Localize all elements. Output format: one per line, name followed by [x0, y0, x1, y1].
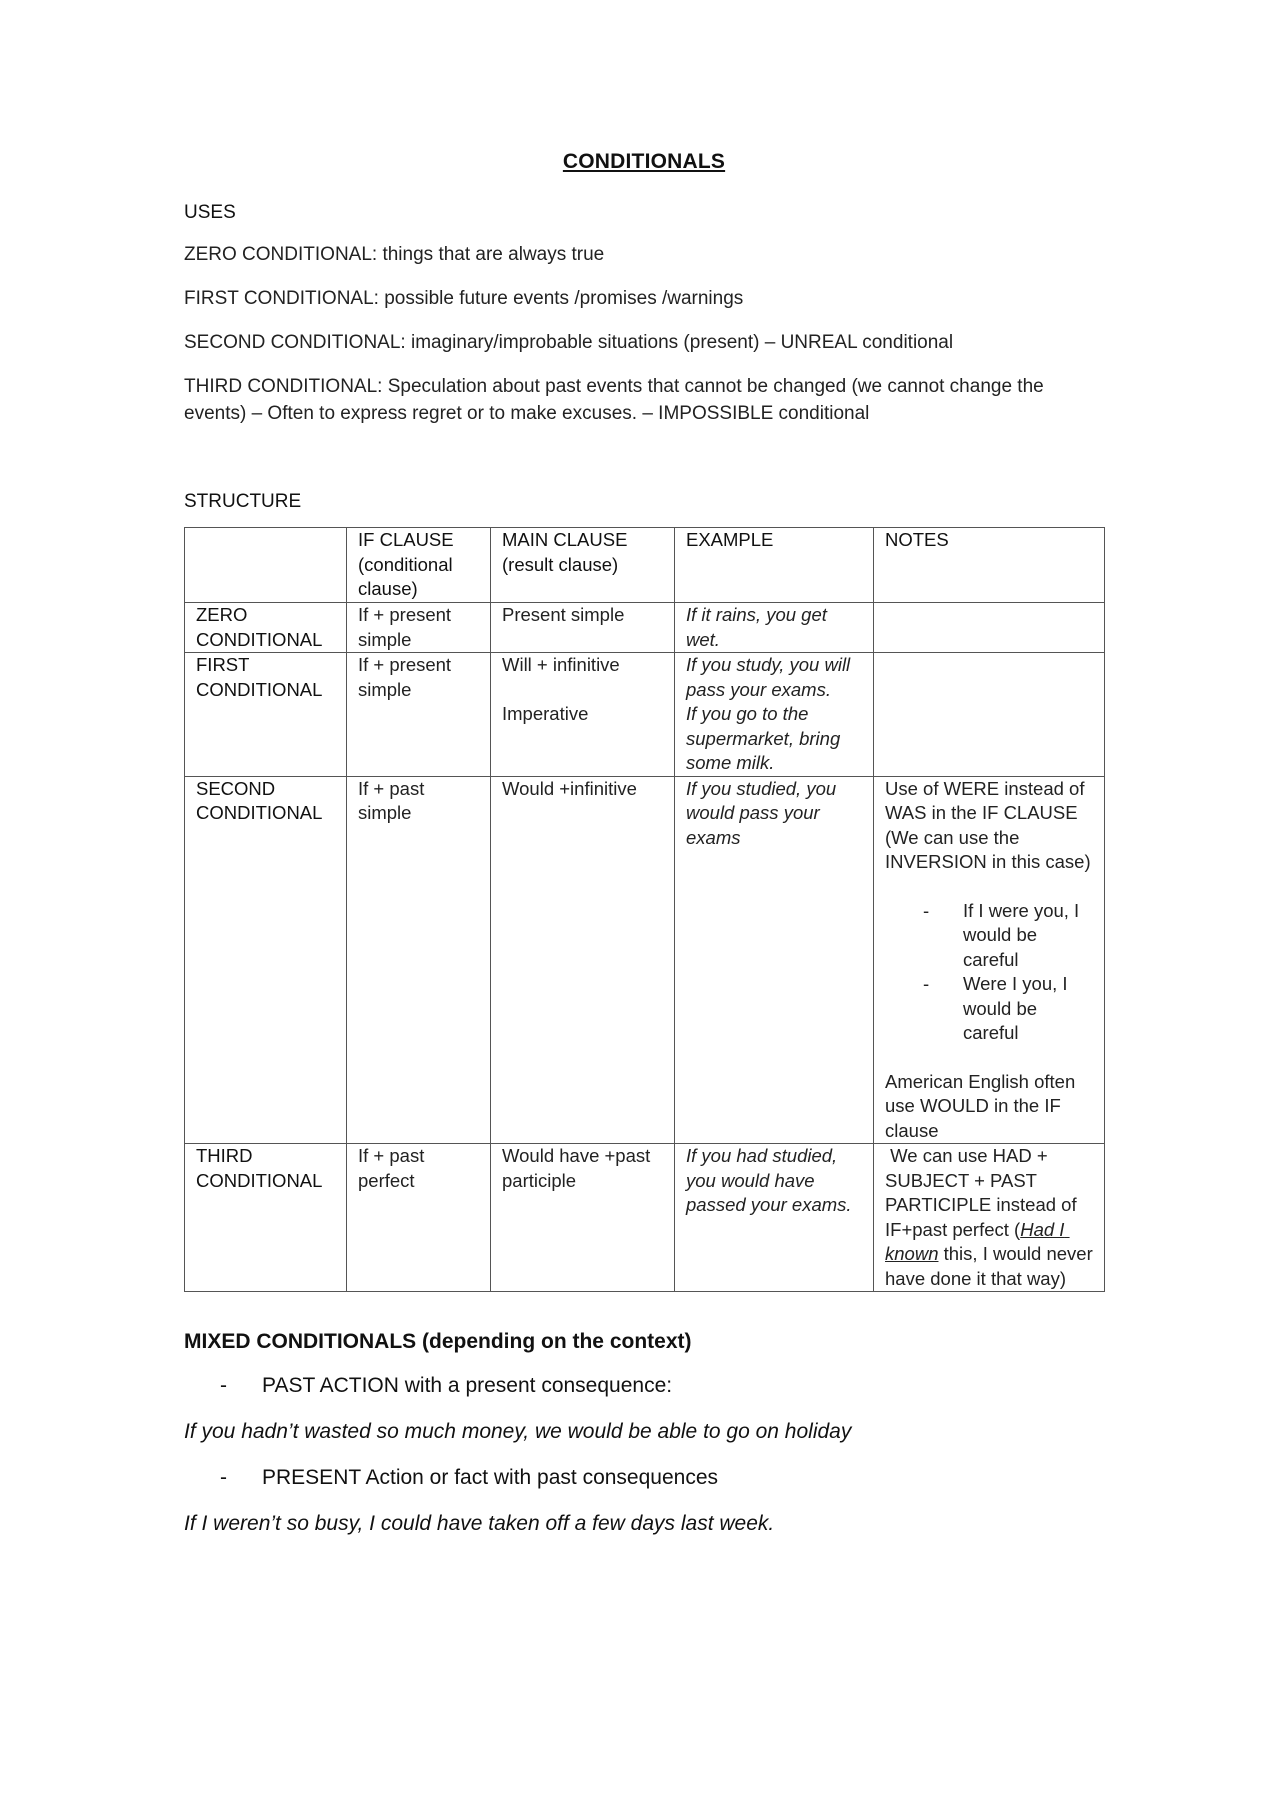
- dash-marker: -: [923, 973, 930, 994]
- row-main-clause: Present simple: [491, 603, 675, 653]
- row-if-clause: If + past perfect: [347, 1144, 491, 1292]
- page-title: CONDITIONALS: [562, 150, 726, 173]
- row-notes: [874, 653, 1105, 777]
- main-clause-line: Will + infinitive: [502, 654, 620, 675]
- notes-text: this, I would never have done it that way): [885, 1243, 1098, 1289]
- notes-text: We can use HAD + SUBJECT + PAST PARTICIPLE instead of IF+past perfect (: [885, 1145, 1082, 1240]
- header-cell-empty: [185, 528, 347, 603]
- example-line: If you go to the supermarket, bring some milk.: [686, 703, 841, 773]
- notes-text: American English often use WOULD in the IF clause: [885, 1070, 1076, 1141]
- table-header-row: [185, 528, 1105, 603]
- table-row-first: [185, 653, 1105, 777]
- table-row-zero: [185, 603, 1105, 653]
- dash-marker: -: [923, 899, 930, 921]
- bullet-text: PRESENT Action or fact with past consequences: [262, 1466, 719, 1489]
- list-item-text: If I were you, I would be careful: [963, 899, 1080, 970]
- uses-item-first: FIRST CONDITIONAL: possible future events /promises /warnings: [184, 288, 744, 309]
- row-notes: [874, 1144, 1105, 1292]
- row-if-clause: If + present simple: [347, 653, 491, 777]
- header-example: EXAMPLE: [675, 528, 874, 603]
- dash-marker: -: [220, 1466, 227, 1489]
- bullet-text: PAST ACTION with a present consequence:: [262, 1374, 673, 1397]
- main-clause-line: Imperative: [502, 703, 589, 724]
- list-item: [885, 899, 1094, 973]
- uses-item-zero: ZERO CONDITIONAL: things that are always true: [184, 244, 605, 265]
- table-row-third: [185, 1144, 1105, 1292]
- mixed-heading: MIXED CONDITIONALS (depending on the context): [184, 1330, 692, 1353]
- list-item: [184, 1464, 1104, 1492]
- row-example: If you had studied, you would have passed your exams.: [675, 1144, 874, 1292]
- row-notes: [874, 776, 1105, 1144]
- header-main-clause: MAIN CLAUSE (result clause): [491, 528, 675, 603]
- notes-text: Use of WERE instead of WAS in the IF CLAUSE (We can use the INVERSION in this case): [885, 777, 1091, 872]
- list-item: [885, 972, 1094, 1046]
- row-example: If it rains, you get wet.: [675, 603, 874, 653]
- row-notes: [874, 603, 1105, 653]
- notes-underlined-example: Had I known: [885, 1218, 1070, 1264]
- row-type: FIRST CONDITIONAL: [185, 653, 347, 777]
- uses-item-third: THIRD CONDITIONAL: Speculation about past events that cannot be changed (we cannot change the events) – Often to express regret or to make excuses. – IMPOSSIBLE conditional: [184, 376, 1044, 424]
- row-type: ZERO CONDITIONAL: [185, 603, 347, 653]
- uses-item-second: SECOND CONDITIONAL: imaginary/improbable situations (present) – UNREAL conditional: [184, 332, 954, 353]
- mixed-example: If I weren’t so busy, I could have taken off a few days last week.: [184, 1512, 775, 1535]
- structure-heading: STRUCTURE: [184, 491, 302, 512]
- list-item: [184, 1372, 1104, 1400]
- row-example: [675, 653, 874, 777]
- row-if-clause: If + past simple: [347, 776, 491, 1144]
- structure-table: [184, 527, 1105, 1292]
- row-type: SECOND CONDITIONAL: [185, 776, 347, 1144]
- example-line: If you study, you will pass your exams.: [686, 654, 851, 700]
- header-if-clause: IF CLAUSE (conditional clause): [347, 528, 491, 603]
- uses-heading: USES: [184, 202, 236, 223]
- row-main-clause: [491, 653, 675, 777]
- document-page: [184, 150, 1104, 1556]
- row-if-clause: If + present simple: [347, 603, 491, 653]
- table-row-second: [185, 776, 1105, 1144]
- row-main-clause: Would +infinitive: [491, 776, 675, 1144]
- notes-list: [885, 899, 1094, 1046]
- header-notes: NOTES: [874, 528, 1105, 603]
- row-type: THIRD CONDITIONAL: [185, 1144, 347, 1292]
- mixed-example: If you hadn’t wasted so much money, we would be able to go on holiday: [184, 1420, 852, 1443]
- list-item-text: Were I you, I would be careful: [963, 973, 1068, 1043]
- row-example: If you studied, you would pass your exams: [675, 776, 874, 1144]
- row-main-clause: Would have +past participle: [491, 1144, 675, 1292]
- dash-marker: -: [220, 1374, 227, 1397]
